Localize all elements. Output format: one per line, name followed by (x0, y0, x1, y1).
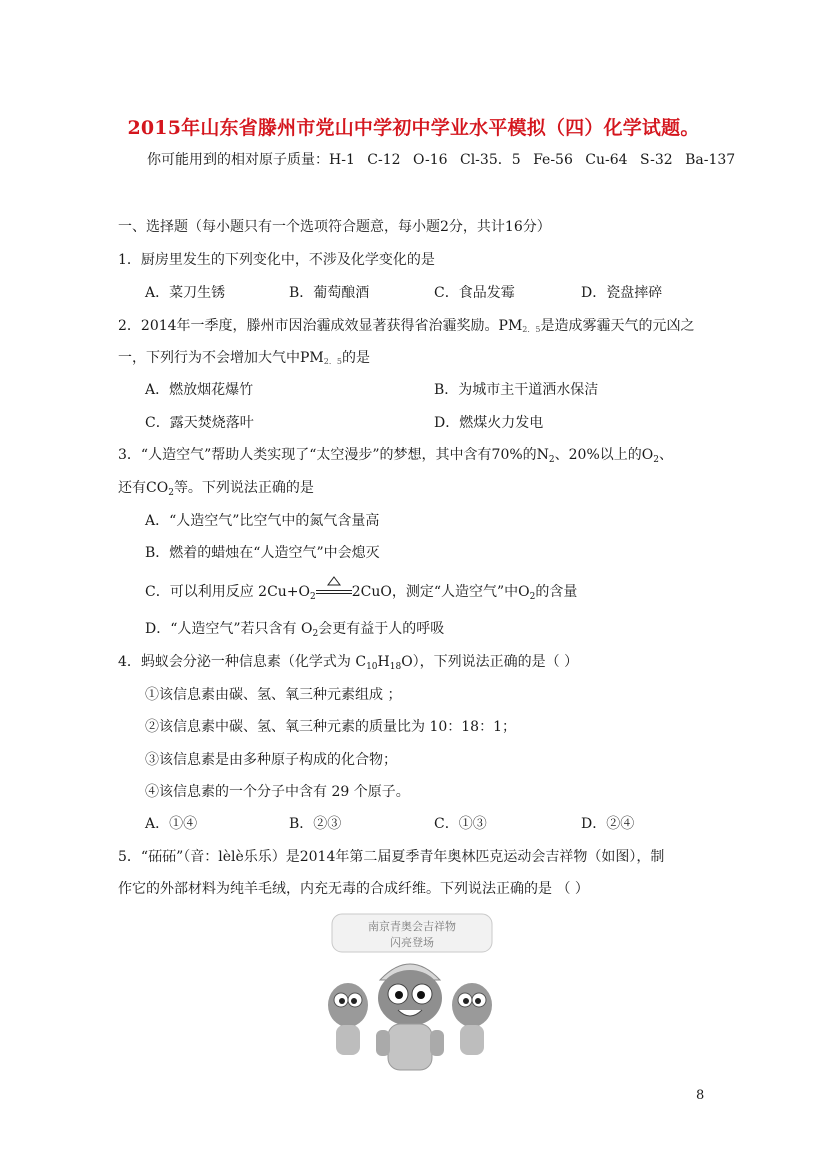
q4-option-a: A．①④ (145, 816, 198, 832)
q4-statement-4: ④该信息素的一个分子中含有 29 个原子。 (145, 784, 410, 800)
q2-option-b: B．为城市主干道洒水保洁 (434, 382, 599, 398)
heating-equals-sign (316, 585, 352, 599)
q4-option-c: C．①③ (434, 816, 487, 832)
atomic-masses-note: 你可能用到的相对原子质量：H-1 C-12 O-16 Cl-35．5 Fe-56 Cu-64 S-32 Ba-137 (147, 152, 736, 168)
mascot-illustration (318, 910, 504, 1080)
pm-subscript: 2．5 (522, 325, 541, 334)
question-3-stem-line1 (118, 444, 673, 464)
section-heading: 一、选择题（每小题只有一个选项符合题意，每小题2分，共计16分） (118, 219, 551, 235)
q3-d-part: D．“人造空气”若只含有 O (145, 621, 313, 637)
image-caption-line1: 南京青奥会吉祥物 (368, 920, 456, 933)
heat-triangle-icon (327, 576, 341, 586)
q4-statement-3: ③该信息素是由多种原子构成的化合物； (145, 752, 397, 768)
pm-subscript: 2．5 (323, 357, 342, 366)
question-5-stem-line1: 5．“砳砳”（音：lèlè乐乐）是2014年第二届夏季青年奥林匹克运动会吉祥物（如图），制 (118, 849, 665, 865)
subscript: 2 (168, 488, 174, 498)
q3-option-b: B．燃着的蜡烛在“人造空气”中会熄灭 (145, 545, 380, 561)
subscript: 2 (548, 455, 555, 465)
question-2-stem-line1 (118, 315, 694, 335)
q3-option-a: A．“人造空气”比空气中的氮气含量高 (145, 513, 380, 529)
q4-option-b: B．②③ (289, 816, 342, 832)
question-1-stem: 1．厨房里发生的下列变化中，不涉及化学变化的是 (118, 252, 435, 268)
q3-option-d (145, 618, 444, 638)
image-caption-line2: 闪亮登场 (390, 936, 434, 949)
q3-d-part: 会更有益于人的呼吸 (318, 621, 445, 637)
q3-stem-part: 、20%以上的O (554, 447, 654, 463)
subscript: 10 (366, 662, 378, 672)
subscript: 2 (310, 592, 316, 602)
q1-option-d: D．瓷盘摔碎 (581, 285, 663, 301)
question-2-stem-line2 (118, 347, 370, 367)
q2-option-c: C．露天焚烧落叶 (145, 415, 254, 431)
q2-stem-part: 2．2014年一季度，滕州市因治霾成效显著获得省治霾奖励。PM (118, 318, 523, 334)
subscript: 2 (529, 592, 536, 602)
q4-statement-2: ②该信息素中碳、氢、氧三种元素的质量比为 10：18：1； (145, 719, 516, 735)
q4-stem-part: 4．蚂蚁会分泌一种信息素（化学式为 C (118, 654, 367, 670)
q4-option-d: D．②④ (581, 816, 635, 832)
mascot-drawing (318, 910, 504, 1080)
q3-c-part: C．可以利用反应 2Cu+O (145, 584, 311, 600)
question-4-stem (118, 651, 578, 671)
q3-stem-part: 3．“人造空气”帮助人类实现了“太空漫步”的梦想，其中含有70%的N (118, 447, 549, 463)
q4-stem-part: H (377, 654, 390, 670)
q3-c-part: 的含量 (535, 584, 578, 600)
page-number: 8 (696, 1088, 705, 1103)
question-5-stem-line2: 作它的外部材料为纯羊毛绒，内充无毒的合成纤维。下列说法正确的是 （ ） (118, 881, 589, 897)
page-title: 2015年山东省滕州市党山中学初中学业水平模拟（四）化学试题。 (127, 117, 700, 139)
q2-stem-part: 一，下列行为不会增加大气中PM (118, 350, 324, 366)
q1-option-c: C．食品发霉 (434, 285, 515, 301)
q3-c-part: 2CuO，测定“人造空气”中O (351, 584, 530, 600)
q3-stem-part: 等。下列说法正确的是 (173, 480, 314, 496)
q3-stem-part: 、 (658, 447, 673, 463)
q2-option-d: D．燃煤火力发电 (434, 415, 544, 431)
q4-statement-1: ①该信息素由碳、氢、氧三种元素组成 ； (145, 687, 402, 703)
subscript: 18 (389, 662, 402, 672)
q2-stem-part: 的是 (341, 350, 370, 366)
q2-stem-part: 是造成雾霾天气的元凶之 (540, 318, 695, 334)
q1-option-b: B．葡萄酿酒 (289, 285, 370, 301)
q1-option-a: A．菜刀生锈 (145, 285, 226, 301)
subscript: 2 (653, 455, 659, 465)
subscript: 2 (312, 629, 319, 639)
question-3-stem-line2 (118, 477, 314, 497)
q3-stem-part: 还有CO (118, 480, 169, 496)
q2-option-a: A．燃放烟花爆竹 (145, 382, 254, 398)
q3-option-c (145, 581, 577, 601)
q4-stem-part: O），下列说法正确的是（ ） (401, 654, 579, 670)
